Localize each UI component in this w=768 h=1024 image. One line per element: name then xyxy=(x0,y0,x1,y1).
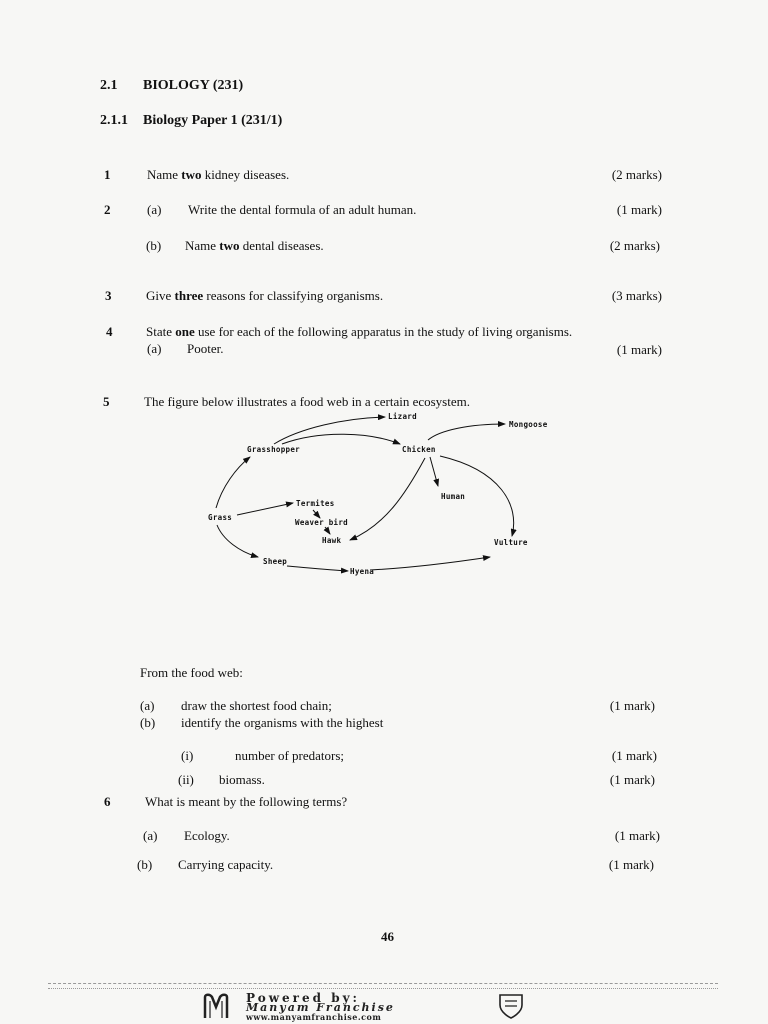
marks-label: (1 mark) xyxy=(609,698,655,713)
shield-icon xyxy=(496,991,526,1021)
footer-divider xyxy=(48,983,718,984)
footer-logo-line2: Manyam Franchise xyxy=(246,1001,395,1014)
section-number: 2.1 xyxy=(100,78,118,93)
edge-grass-termites xyxy=(237,503,293,515)
subpart-label: (b) xyxy=(137,857,153,872)
footer-logo-line1: Powered by: xyxy=(246,991,360,1005)
subsection-title: Biology Paper 1 (231/1) xyxy=(143,113,283,128)
marks-label: (1 mark) xyxy=(608,857,654,872)
edge-grass-grasshopper xyxy=(216,457,250,508)
question-text: draw the shortest food chain; xyxy=(181,698,332,713)
subpart-label: (b) xyxy=(146,238,162,253)
question-text: Pooter. xyxy=(187,341,224,356)
subpart-label: (ii) xyxy=(178,772,194,787)
question-number: 6 xyxy=(104,794,111,809)
edge-termites-weaverbird xyxy=(313,510,320,518)
logo-glyph-icon xyxy=(202,991,242,1021)
edge-sheep-hyena xyxy=(287,566,348,571)
marks-label: (1 mark) xyxy=(616,202,662,217)
label-chicken: Chicken xyxy=(402,445,436,454)
subpart-label: (a) xyxy=(143,828,158,843)
question-text: What is meant by the following terms? xyxy=(145,794,348,809)
page-number: 46 xyxy=(381,929,394,944)
marks-label: (1 mark) xyxy=(614,828,660,843)
label-sheep: Sheep xyxy=(263,557,288,566)
label-human: Human xyxy=(441,492,466,501)
label-weaver-bird: Weaver bird xyxy=(295,518,348,527)
question-text: State one use for each of the following apparatus in the study of living organisms. xyxy=(146,324,573,339)
marks-label: (2 marks) xyxy=(609,238,660,253)
edge-chicken-mongoose xyxy=(428,424,505,440)
marks-label: (1 mark) xyxy=(616,342,662,357)
label-vulture: Vulture xyxy=(494,538,528,547)
question-text: Ecology. xyxy=(184,828,230,843)
section-title: BIOLOGY (231) xyxy=(143,78,244,93)
question-text: Name two dental diseases. xyxy=(185,238,324,253)
footer-divider xyxy=(48,988,718,989)
label-mongoose: Mongoose xyxy=(509,420,548,429)
label-termites: Termites xyxy=(296,499,335,508)
edge-grasshopper-chicken xyxy=(282,434,400,444)
question-number: 1 xyxy=(104,167,111,182)
subpart-label: (a) xyxy=(140,698,155,713)
subpart-label: (a) xyxy=(147,202,162,217)
question-number: 2 xyxy=(104,202,111,217)
edge-grasshopper-lizard xyxy=(274,417,385,444)
label-hyena: Hyena xyxy=(350,567,375,576)
subpart-label: (i) xyxy=(181,748,194,763)
question-text: Give three reasons for classifying organisms. xyxy=(146,288,384,303)
marks-label: (2 marks) xyxy=(611,167,662,182)
marks-label: (1 mark) xyxy=(609,772,655,787)
question-text: Name two kidney diseases. xyxy=(147,167,290,182)
subpart-label: (b) xyxy=(140,715,156,730)
label-grass: Grass xyxy=(208,513,233,522)
edge-chicken-hawk xyxy=(350,458,425,540)
marks-label: (3 marks) xyxy=(611,288,662,303)
question-text: The figure below illustrates a food web in a certain ecosystem. xyxy=(144,394,470,409)
question-text: number of predators; xyxy=(235,748,345,763)
question-text: biomass. xyxy=(219,772,265,787)
question-text: Write the dental formula of an adult human. xyxy=(188,202,417,217)
question-number: 3 xyxy=(105,288,112,303)
edge-hyena-vulture xyxy=(370,557,490,570)
question-text: identify the organisms with the highest xyxy=(181,715,384,730)
marks-label: (1 mark) xyxy=(611,748,657,763)
question-text: Carrying capacity. xyxy=(178,857,274,872)
edge-chicken-human xyxy=(430,457,438,486)
question-number: 5 xyxy=(103,394,110,409)
question-number: 4 xyxy=(106,324,113,339)
edge-weaverbird-hawk xyxy=(325,527,330,534)
label-grasshopper: Grasshopper xyxy=(247,445,300,454)
label-hawk: Hawk xyxy=(322,536,342,545)
edge-grass-sheep xyxy=(217,525,258,557)
subsection-number: 2.1.1 xyxy=(100,113,128,128)
question-text: From the food web: xyxy=(140,665,243,680)
subpart-label: (a) xyxy=(147,341,162,356)
footer-logo-url: www.manyamfranchise.com xyxy=(246,1012,382,1022)
label-lizard: Lizard xyxy=(388,412,417,421)
